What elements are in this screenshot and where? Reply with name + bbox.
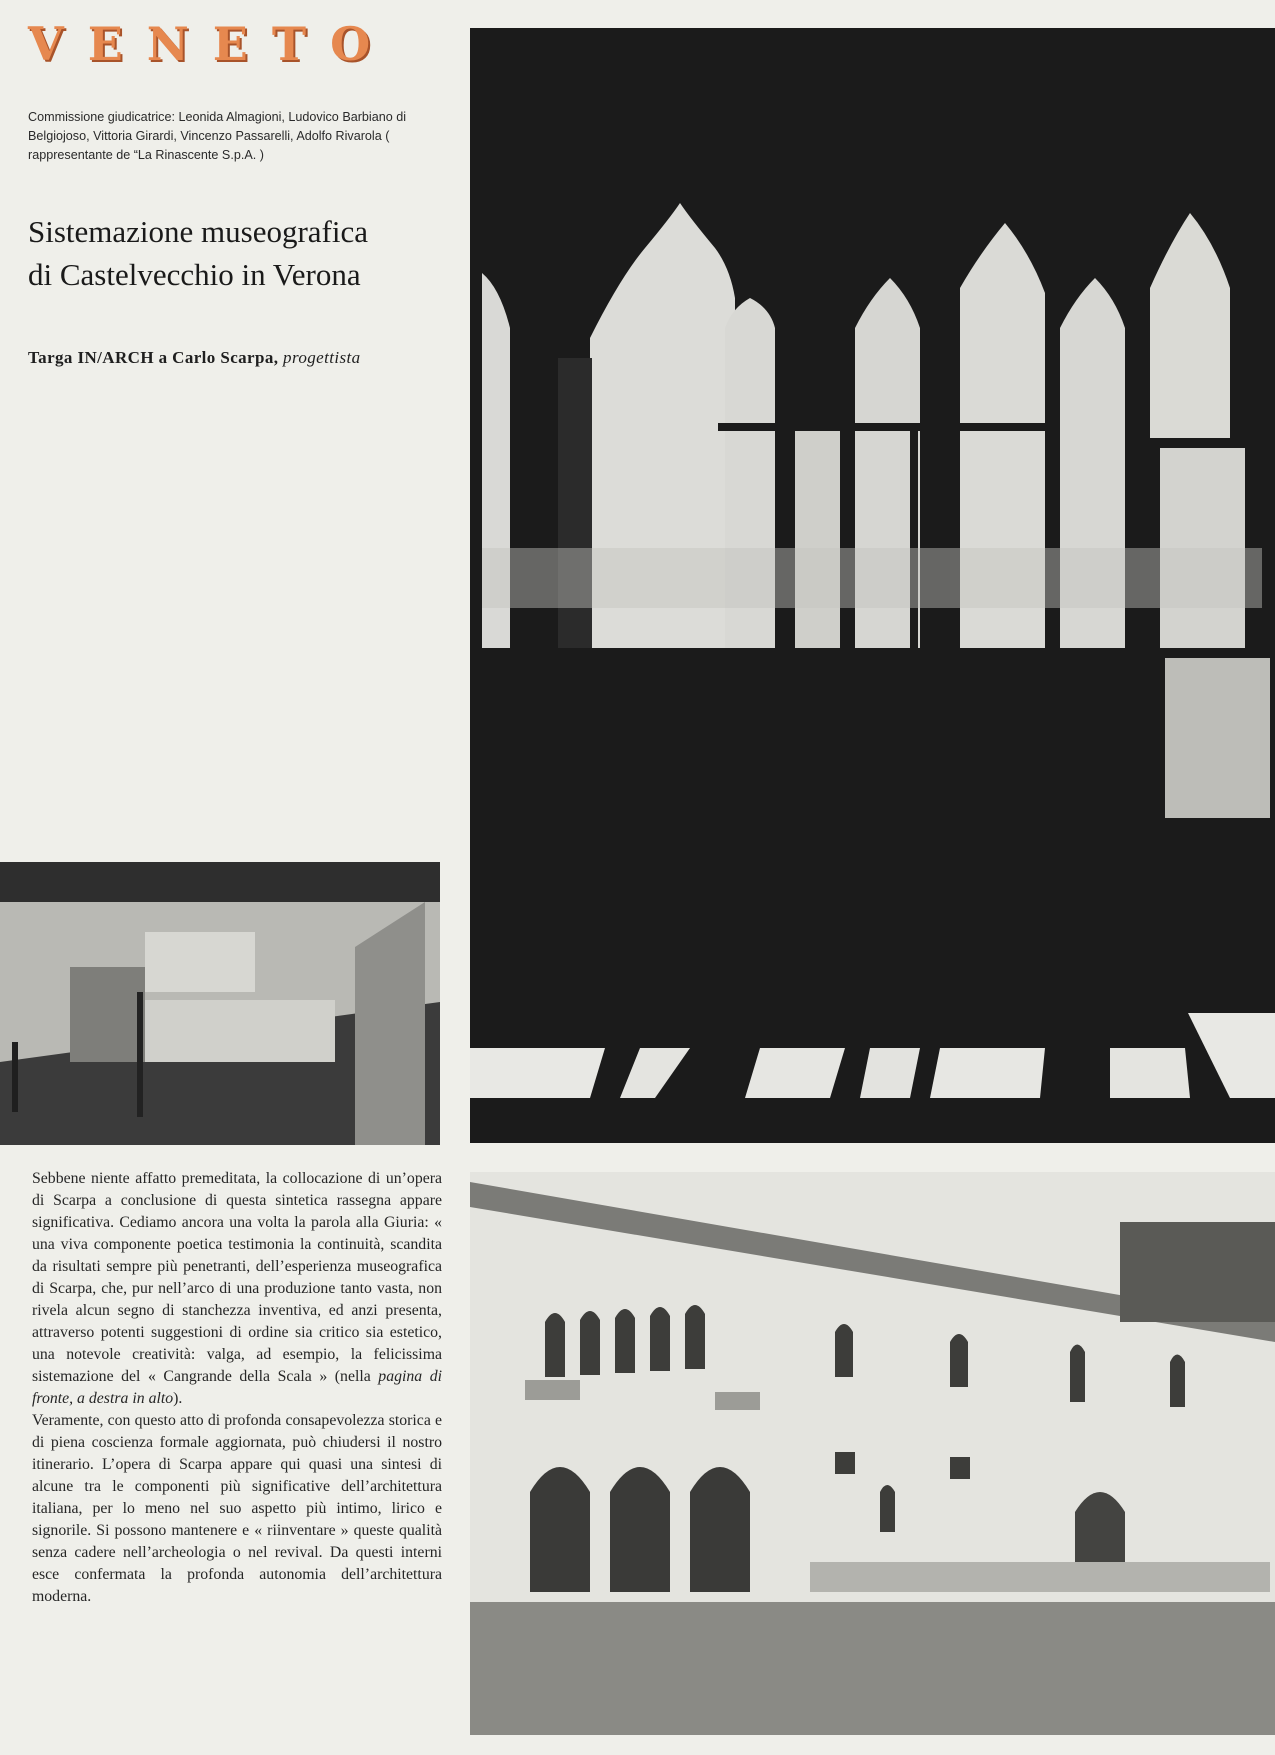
gothic-windows-photo [470, 28, 1275, 1143]
body-paragraph-1-end: ). [173, 1390, 183, 1407]
gallery-illustration [0, 862, 440, 1145]
award-text: Targa IN/ARCH a Carlo Scarpa, [28, 348, 279, 367]
gallery-photo [0, 862, 440, 1145]
facade-illustration [470, 1172, 1275, 1735]
body-italic-reference: pagina di fronte, a destra in alto [32, 1368, 443, 1407]
region-heading: VENETO [28, 17, 395, 71]
award-line [28, 348, 448, 368]
gothic-windows-illustration [470, 28, 1275, 1143]
article-title [28, 210, 448, 296]
body-paragraph-2: Veramente, con questo atto di profonda consapevolezza storica e di piena coscienza formale aggiornata, può chiudersi il nostro itinerario. L’opera di Scarpa appare qui quasi una sintesi di alcune tra le componenti più significative dell’architettura italiana, per lo meno nel suo aspetto più intimo, lirico e signorile. Si possono mantenere e « riinventare » queste qualità senza cadere nell’archeologia o nel revival. Da questi interni esce confermata la profonda autonomia dell’architettura moderna. [32, 1412, 442, 1605]
article-title-line-1: Sistemazione museografica [28, 214, 369, 249]
award-role: progettista [283, 348, 361, 367]
article-body [32, 1168, 442, 1608]
facade-photo [470, 1172, 1275, 1735]
body-paragraph-1: Sebbene niente affatto premeditata, la collocazione di un’opera di Scarpa a conclusione di questa sintetica rassegna appare significativa. Cediamo ancora una volta la parola alla Giuria: « una viva componente poetica testimonia la continuità, scandita da risultati sempre più penetranti, dell’esperienza museografica di Scarpa, che, pur nell’arco di una produzione tanto vasta, non rivela alcun segno di stanchezza inventiva, ed anzi presenta, attraverso potenti suggestioni di ordine sia critico sia estetico, una notevole creatività: valga, ad esempio, la felicissima sistemazione del « Cangrande della Scala » (nella [32, 1170, 442, 1385]
article-title-line-2: di Castelvecchio in Verona [28, 257, 361, 292]
jury-credits: Commissione giudicatrice: Leonida Almagioni, Ludovico Barbiano di Belgiojoso, Vittoria Girardi, Vincenzo Passarelli, Adolfo Rivarola ( rappresentante de “La Rinascente S.p.A. ) [28, 110, 407, 162]
